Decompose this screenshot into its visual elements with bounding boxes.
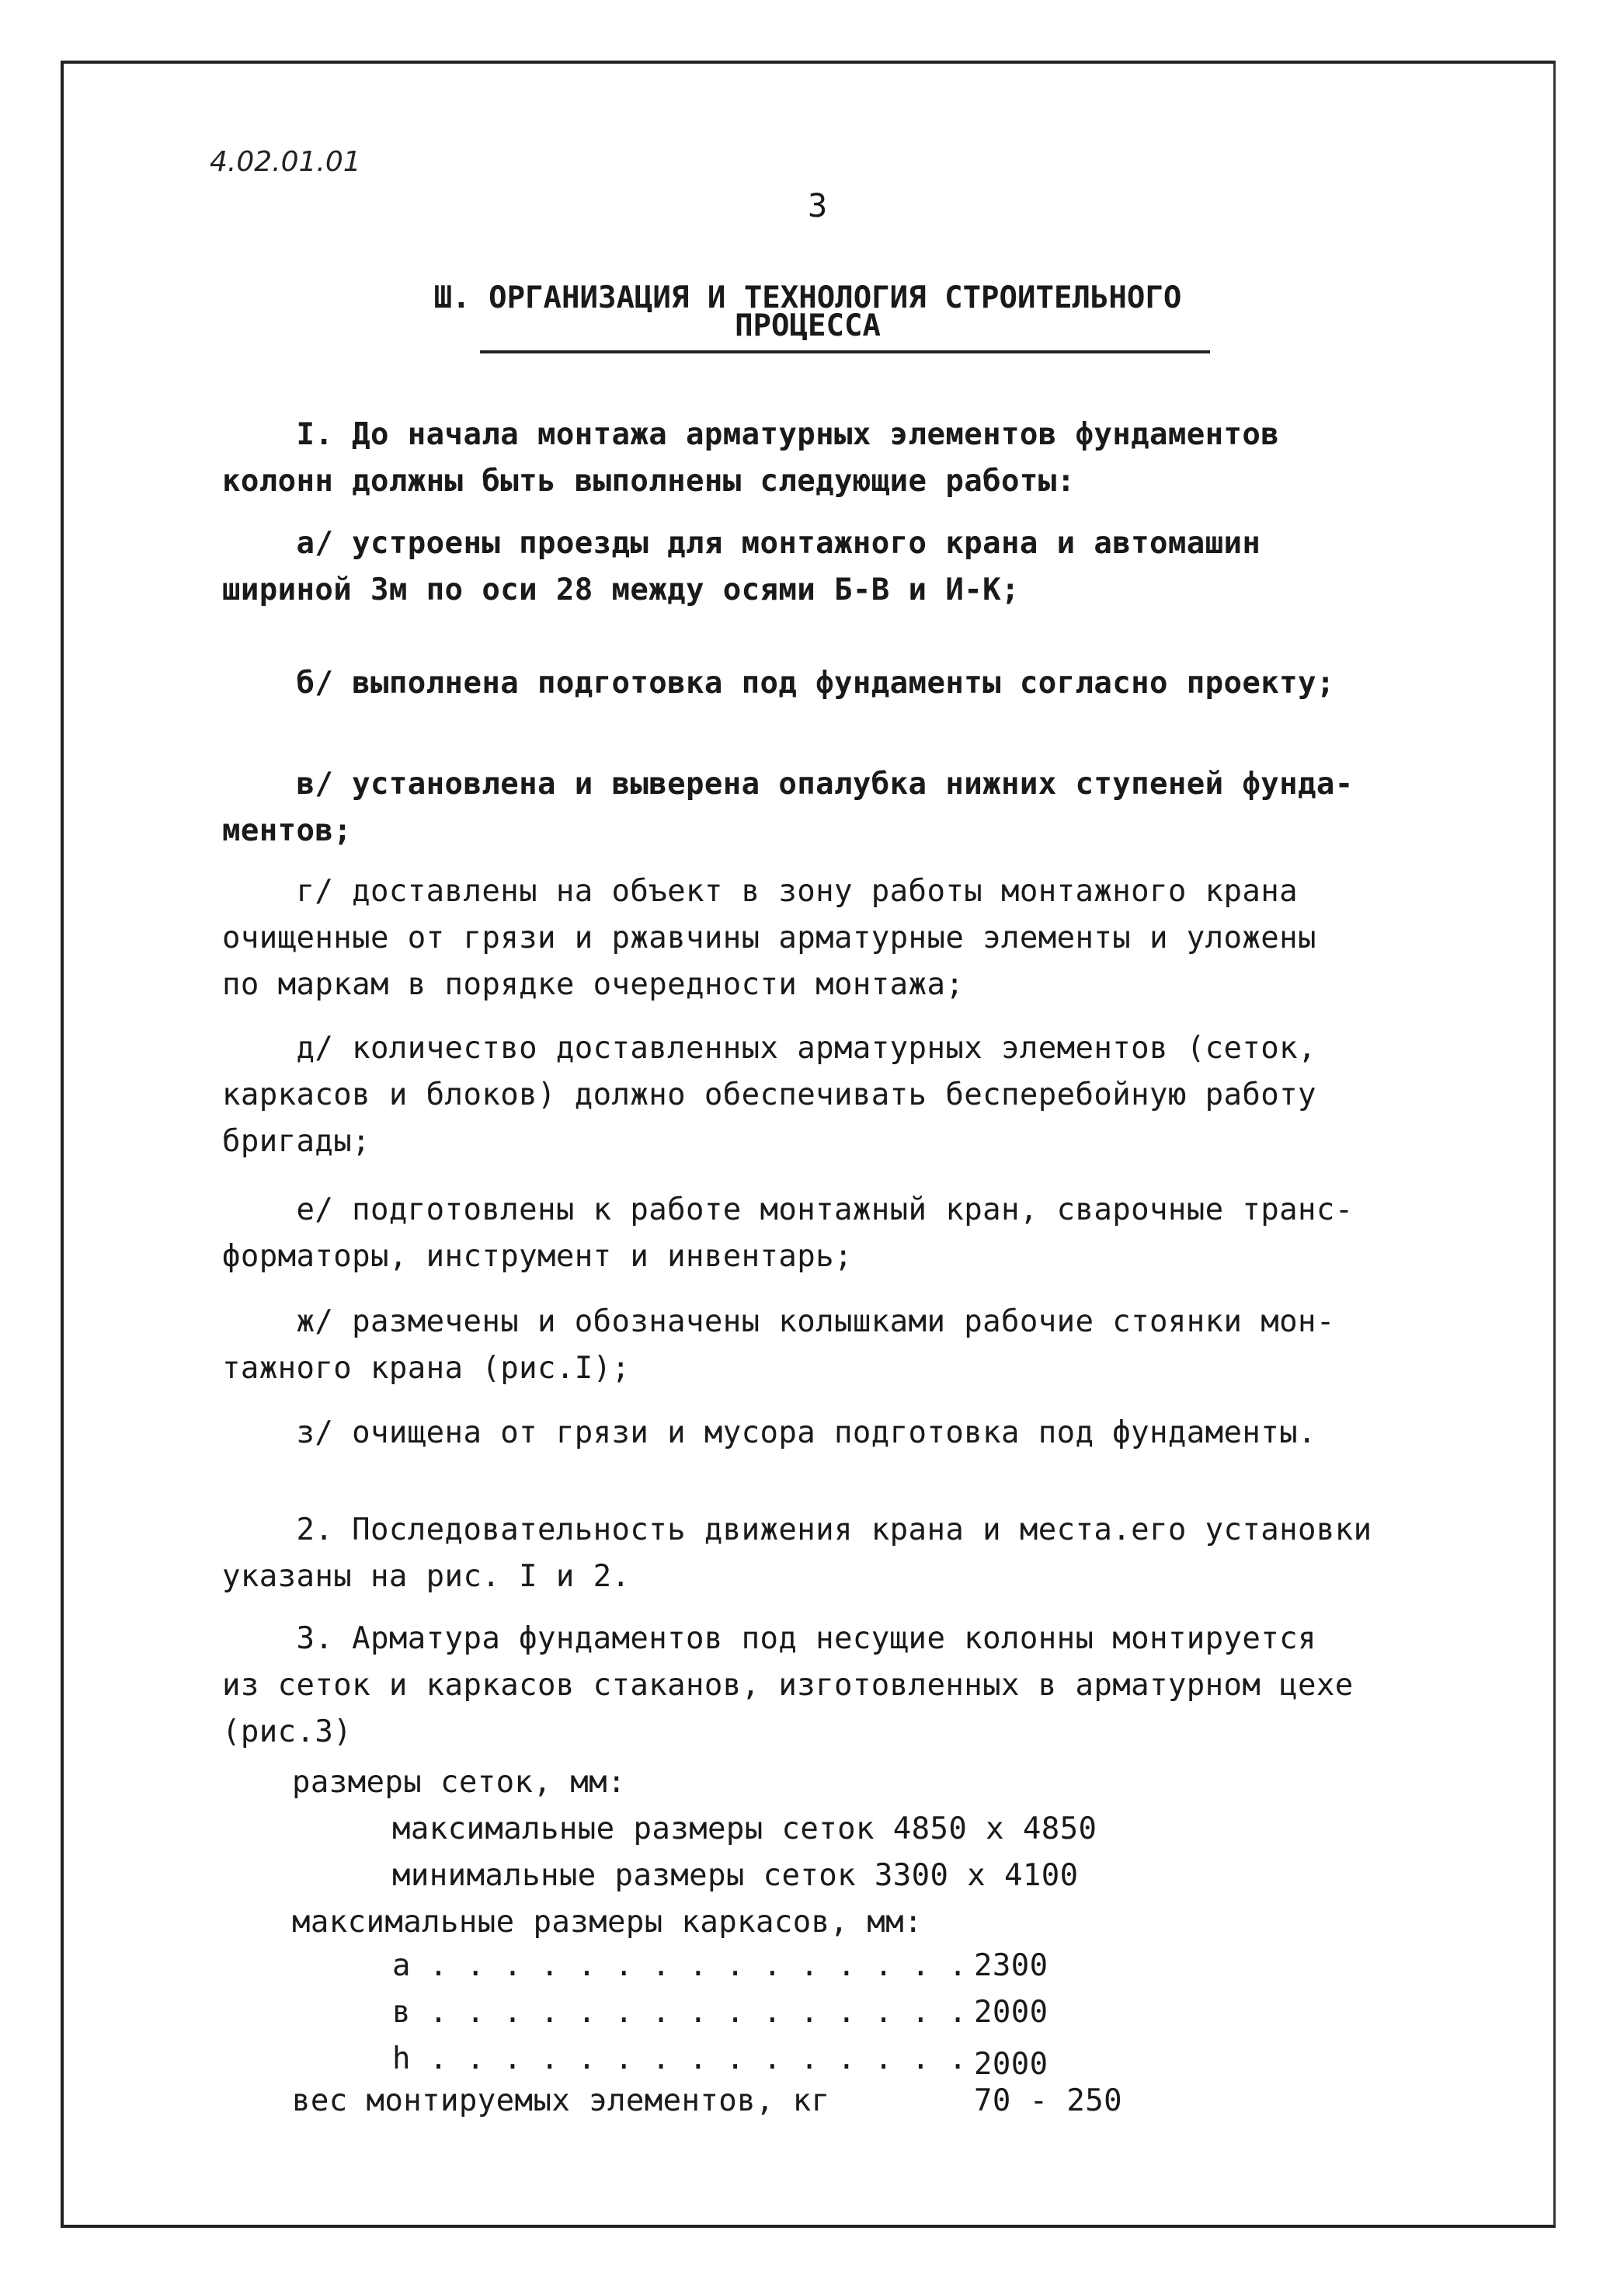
frame-sizes-header: максимальные размеры каркасов, мм: <box>292 1905 923 1940</box>
section-title <box>365 281 1250 343</box>
item-v-line-2: ментов; <box>222 813 353 848</box>
item-a-line-2: шириной 3м по оси 28 между осями Б-В и И-К; <box>222 572 1020 607</box>
item-d-line-2: каркасов и блоков) должно обеспечивать бесперебойную работу <box>222 1077 1316 1112</box>
paragraph-3-line-3: (рис.3) <box>222 1714 353 1749</box>
paragraph-3-line-1: 3. Арматура фундаментов под несущие колонны монтируется <box>222 1621 1316 1656</box>
frame-a-value: 2300 <box>974 1948 1048 1983</box>
document-code: 4.02.01.01 <box>210 146 361 178</box>
paragraph-2-line-1: 2. Последовательность движения крана и места.его установки <box>222 1512 1372 1547</box>
weight-value: 70 - 250 <box>974 2083 1123 2118</box>
frame-h-label: h . . . . . . . . . . . . . . . <box>392 2041 968 2076</box>
item-d-line-3: бригады; <box>222 1124 371 1159</box>
mesh-max-sizes: максимальные размеры сеток 4850 х 4850 <box>392 1811 1097 1846</box>
mesh-min-sizes: минимальные размеры сеток 3300 х 4100 <box>392 1858 1079 1893</box>
item-zh-line-2: тажного крана (рис.I); <box>222 1351 631 1386</box>
frame-a-label: а . . . . . . . . . . . . . . . <box>392 1948 968 1983</box>
paragraph-1-line-2: колонн должны быть выполнены следующие работы: <box>222 464 1076 499</box>
item-g-line-1: г/ доставлены на объект в зону работы монтажного крана <box>222 874 1299 909</box>
item-z-line-1: з/ очищена от грязи и мусора подготовка под фундаменты. <box>222 1415 1316 1450</box>
item-d-line-1: д/ количество доставленных арматурных элементов (сеток, <box>222 1031 1316 1066</box>
section-title-line1: Ш. ОРГАНИЗАЦИЯ И ТЕХНОЛОГИЯ СТРОИТЕЛЬНОГО <box>433 280 1182 315</box>
item-a-line-1: а/ устроены проезды для монтажного крана и автомашин <box>222 526 1261 561</box>
item-b-line-1: б/ выполнена подготовка под фундаменты согласно проекту; <box>222 666 1335 701</box>
item-g-line-3: по маркам в порядке очередности монтажа; <box>222 967 965 1002</box>
item-e-line-2: форматоры, инструмент и инвентарь; <box>222 1239 853 1274</box>
item-g-line-2: очищенные от грязи и ржавчины арматурные элементы и уложены <box>222 920 1316 955</box>
frame-h-value: 2000 <box>974 2047 1048 2082</box>
paragraph-3-line-2: из сеток и каркасов стаканов, изготовленных в арматурном цехе <box>222 1668 1354 1703</box>
section-title-line2: ПРОЦЕССА <box>735 308 881 343</box>
title-underline <box>480 350 1210 353</box>
paragraph-1-line-1: I. До начала монтажа арматурных элементов фундаментов <box>222 417 1280 452</box>
page-number: 3 <box>808 186 828 224</box>
mesh-sizes-header: размеры сеток, мм: <box>292 1765 626 1800</box>
item-v-line-1: в/ установлена и выверена опалубка нижних ступеней фунда- <box>222 767 1354 802</box>
weight-label: вес монтируемых элементов, кг <box>292 2083 830 2118</box>
item-e-line-1: е/ подготовлены к работе монтажный кран, сварочные транс- <box>222 1192 1354 1227</box>
frame-b-value: 2000 <box>974 1995 1048 2030</box>
item-zh-line-1: ж/ размечены и обозначены колышками рабочие стоянки мон- <box>222 1304 1335 1339</box>
paragraph-2-line-2: указаны на рис. I и 2. <box>222 1559 631 1594</box>
frame-b-label: в . . . . . . . . . . . . . . . <box>392 1995 968 2030</box>
